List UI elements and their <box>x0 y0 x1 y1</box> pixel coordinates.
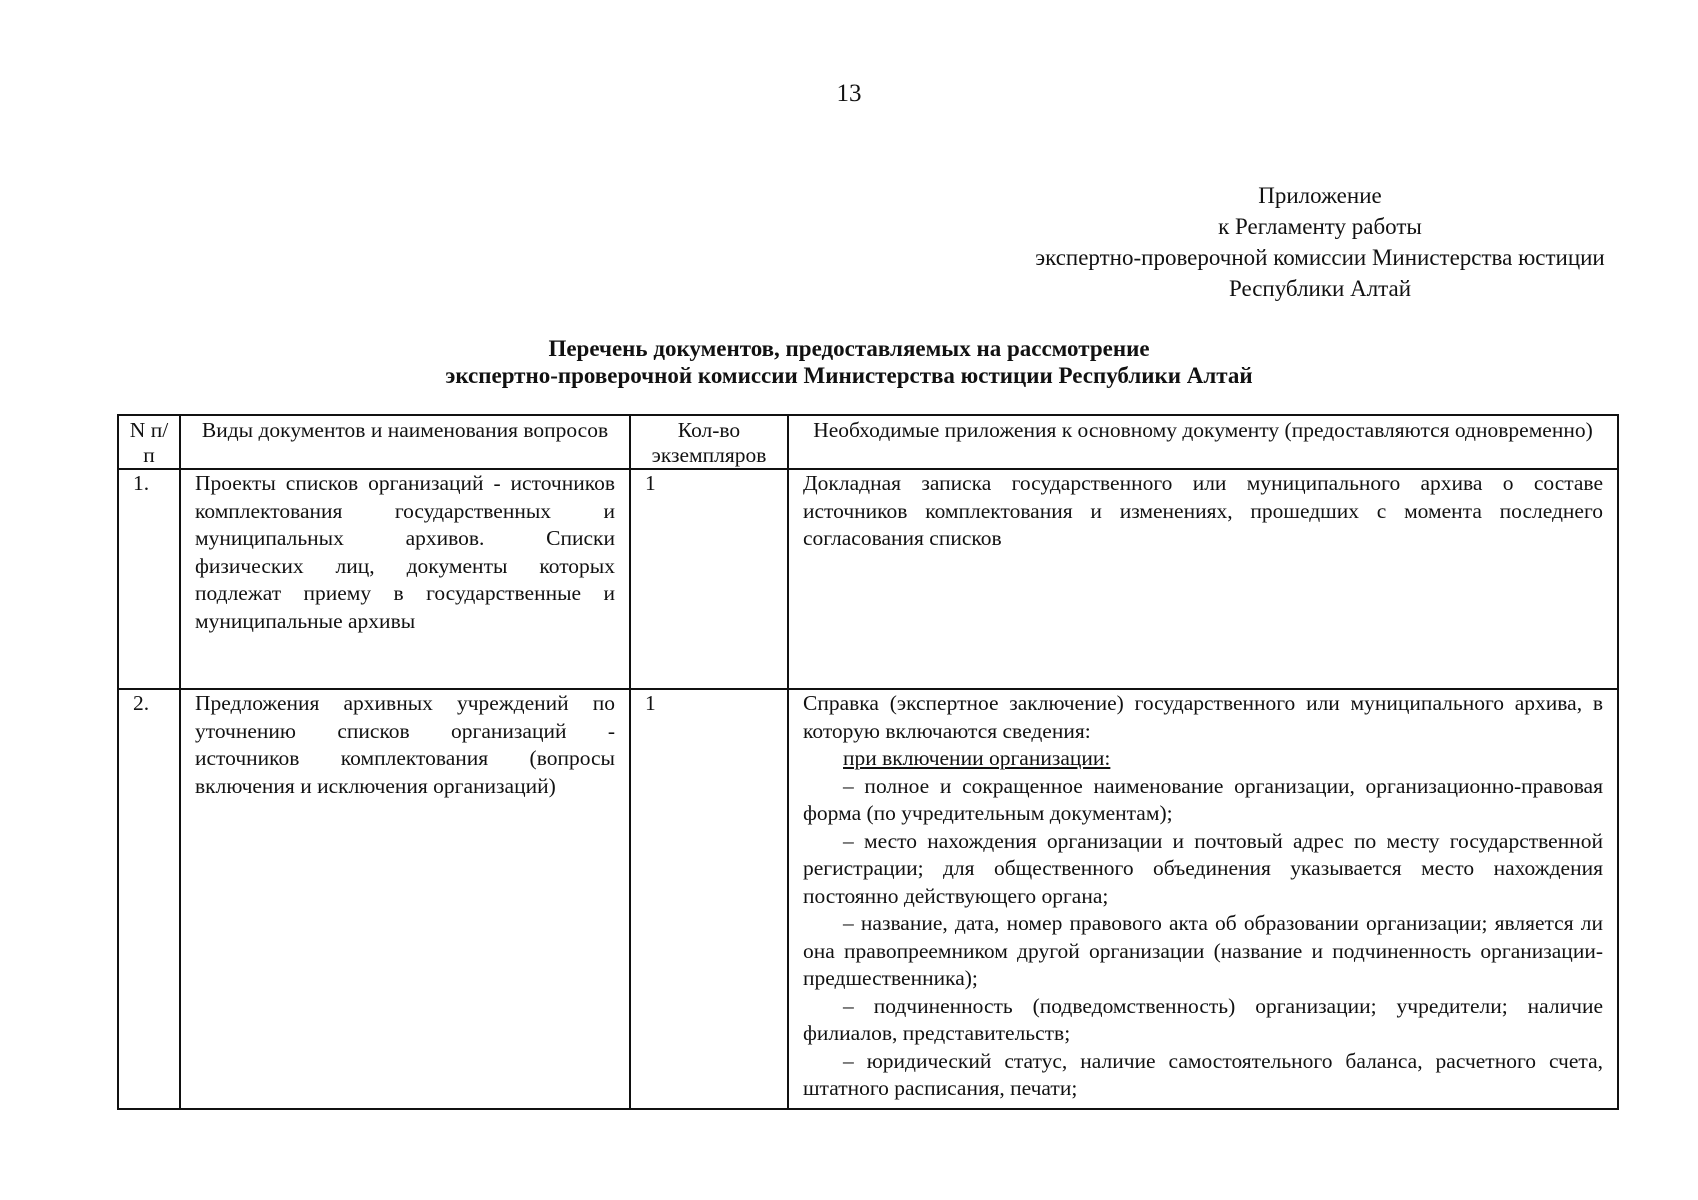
title-line-1: Перечень документов, предоставляемых на рассмотрение <box>548 336 1150 361</box>
row-copies: 1 <box>630 469 788 689</box>
attachment-item: – место нахождения организации и почтовый адрес по месту государственной регистрации; для общественного объединения указывается место нахождения постоянно действующего органа; <box>803 828 1603 908</box>
header-doc-types: Виды документов и наименования вопросов <box>180 415 630 469</box>
documents-table <box>117 414 1619 1110</box>
header-attachments: Необходимые приложения к основному документу (предоставляются одновременно) <box>788 415 1618 469</box>
appendix-line-3: экспертно-проверочной комиссии Министерства юстиции <box>1035 245 1605 270</box>
attachment-item: – полное и сокращенное наименование организации, организационно-правовая форма (по учредительным документам); <box>803 773 1603 825</box>
document-title <box>0 335 1698 389</box>
row-attachment <box>788 689 1618 1109</box>
attachment-item: – юридический статус, наличие самостоятельного баланса, расчетного счета, штатного расписания, печати; <box>803 1048 1603 1100</box>
page-number: 13 <box>836 80 862 107</box>
attachment-subheading: при включении организации: <box>843 746 1111 770</box>
appendix-line-2: к Регламенту работы <box>1218 214 1422 239</box>
table-row <box>118 689 1618 1109</box>
table-header-row <box>118 415 1618 469</box>
row-attachment: Докладная записка государственного или муниципального архива о составе источников комплектования и изменениях, прошедших с момента последнего согласования списков <box>788 469 1618 689</box>
attachment-item: – название, дата, номер правового акта об образовании организации; является ли она правопреемником другой организации (название и подчиненность организации-предшественника); <box>803 911 1603 990</box>
attachment-intro: Справка (экспертное заключение) государственного или муниципального архива, в которую включаются сведения: <box>803 691 1603 743</box>
appendix-header <box>1000 180 1640 304</box>
appendix-line-1: Приложение <box>1258 183 1382 208</box>
title-line-2: экспертно-проверочной комиссии Министерства юстиции Республики Алтай <box>445 363 1253 388</box>
row-doc-type: Проекты списков организаций - источников комплектования государственных и муниципальных архивов. Списки физических лиц, документы которых подлежат приему в государственные и муниципальные архивы <box>180 469 630 689</box>
table-row <box>118 469 1618 689</box>
row-doc-type: Предложения архивных учреждений по уточнению списков организаций - источников комплектования (вопросы включения и исключения организаций) <box>180 689 630 1109</box>
appendix-line-4: Республики Алтай <box>1228 276 1412 301</box>
row-number: 1. <box>118 469 180 689</box>
header-num: N п/п <box>118 415 180 469</box>
row-number: 2. <box>118 689 180 1109</box>
attachment-item: – подчиненность (подведомственность) организации; учредители; наличие филиалов, представительств; <box>803 993 1603 1045</box>
header-copies: Кол-во экземпляров <box>630 415 788 469</box>
row-copies: 1 <box>630 689 788 1109</box>
